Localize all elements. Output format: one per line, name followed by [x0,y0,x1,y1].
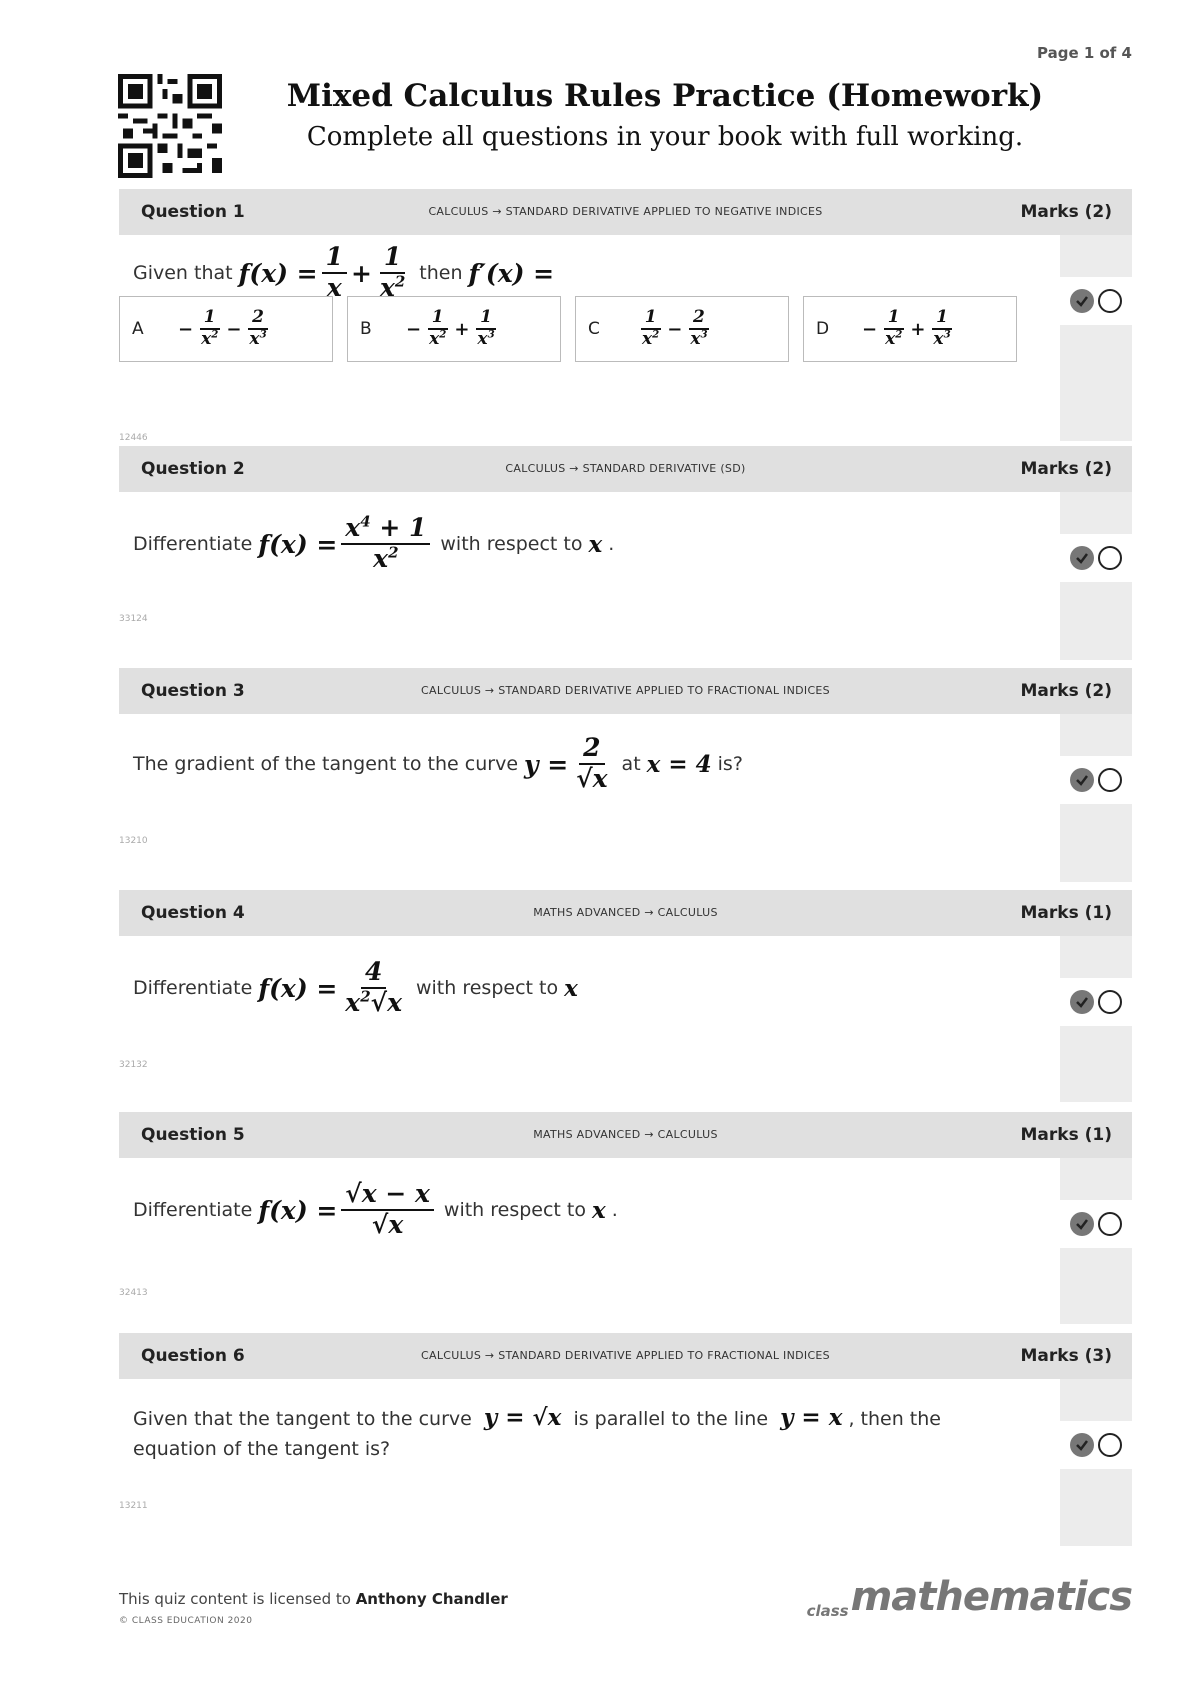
question-header [119,189,1132,235]
page-number: Page 1 of 4 [1037,44,1132,62]
math-expression: f(x) = $\frac{x^4 + 1}{x^2}$ [258,514,434,574]
question-header [119,668,1132,714]
math-expression: f(x) = $\frac{√x - x}{√x}$ [258,1180,438,1240]
question-header [119,1112,1132,1158]
marking-panel [1060,714,1132,882]
question-marks: Marks (2) [1020,202,1112,222]
question-label: Question 1 [141,202,245,222]
option-d[interactable]: D − $\frac{1}{x^2}$ + $\frac{1}{x^3}$ [803,296,1017,362]
question-topic: CALCULUS → STANDARD DERIVATIVE APPLIED TO FRACTIONAL INDICES [421,684,830,697]
math-expression: f(x) = $\frac{1}{x}$ + $\frac{1}{x^2}$ [238,242,406,302]
licensee-name: Anthony Chandler [355,1590,508,1608]
check-icon[interactable] [1070,1433,1094,1457]
math-expression: y = √x [483,1404,562,1431]
answer-options [119,296,1031,364]
option-a[interactable]: A − $\frac{1}{x^2}$ − $\frac{2}{x^3}$ [119,296,333,362]
check-icon[interactable] [1070,990,1094,1014]
check-icon[interactable] [1070,289,1094,313]
question-header [119,890,1132,936]
question-id: 32132 [119,1060,148,1070]
question-topic: CALCULUS → STANDARD DERIVATIVE (SD) [505,462,746,475]
marking-panel [1060,235,1132,441]
copyright: © CLASS EDUCATION 2020 [119,1616,253,1626]
question-stem: Differentiate f(x) = $\frac{x^4 + 1}{x^2}$ with respect to x . [133,512,615,573]
question-id: 12446 [119,433,148,443]
option-c[interactable]: C $\frac{1}{x^2}$ − $\frac{2}{x^3}$ [575,296,789,362]
question-stem: Differentiate f(x) = $\frac{√x - x}{√x}$ with respect to x . [133,1179,618,1239]
question-5 [119,1112,1132,1324]
question-header [119,446,1132,492]
check-icon[interactable] [1070,546,1094,570]
check-icon[interactable] [1070,768,1094,792]
question-stem: Given that f(x) = $\frac{1}{x}$ + $\frac{1}{x^2}$ then f′(x) = [133,242,555,302]
unmarked-circle-icon[interactable] [1098,768,1122,792]
license-notice: This quiz content is licensed to Anthony Chandler [119,1590,508,1608]
math-expression: f′(x) = [468,258,555,288]
unmarked-circle-icon[interactable] [1098,1212,1122,1236]
question-marks: Marks (1) [1020,903,1112,923]
question-topic: MATHS ADVANCED → CALCULUS [533,906,718,919]
question-topic: CALCULUS → STANDARD DERIVATIVE APPLIED TO NEGATIVE INDICES [428,205,823,218]
question-topic: MATHS ADVANCED → CALCULUS [533,1128,718,1141]
unmarked-circle-icon[interactable] [1098,1433,1122,1457]
check-icon[interactable] [1070,1212,1094,1236]
unmarked-circle-icon[interactable] [1098,990,1122,1014]
question-topic: CALCULUS → STANDARD DERIVATIVE APPLIED TO FRACTIONAL INDICES [421,1349,830,1362]
unmarked-circle-icon[interactable] [1098,546,1122,570]
question-marks: Marks (2) [1020,459,1112,479]
question-id: 32413 [119,1288,148,1298]
question-id: 13211 [119,1501,148,1511]
marking-panel [1060,1379,1132,1546]
question-label: Question 2 [141,459,245,479]
question-id: 33124 [119,614,148,624]
math-expression: y = x [780,1404,843,1431]
question-stem: The gradient of the tangent to the curve y = $\frac{2}{√x}$ at x = 4 is? [133,733,743,793]
question-4 [119,890,1132,1102]
question-label: Question 4 [141,903,245,923]
class-mathematics-logo: class mathematics [806,1574,1132,1620]
question-label: Question 3 [141,681,245,701]
marking-panel [1060,492,1132,660]
question-marks: Marks (3) [1020,1346,1112,1366]
marking-panel [1060,1158,1132,1324]
question-6 [119,1333,1132,1546]
unmarked-circle-icon[interactable] [1098,289,1122,313]
question-stem: Differentiate f(x) = $\frac{4}{x^2√x}$ with respect to x [133,957,578,1017]
question-label: Question 5 [141,1125,245,1145]
option-b[interactable]: B − $\frac{1}{x^2}$ + $\frac{1}{x^3}$ [347,296,561,362]
question-stem: Given that the tangent to the curve y = √x is parallel to the line y = x , then the equation of the tangent is? [133,1404,941,1460]
question-id: 13210 [119,836,148,846]
question-1 [119,189,1132,441]
page-subtitle: Complete all questions in your book with full working. [306,122,1024,152]
question-label: Question 6 [141,1346,245,1366]
marking-panel [1060,936,1132,1102]
question-header [119,1333,1132,1379]
question-marks: Marks (1) [1020,1125,1112,1145]
math-expression: y = $\frac{2}{√x}$ [524,733,608,793]
question-marks: Marks (2) [1020,681,1112,701]
page-title: Mixed Calculus Rules Practice (Homework) [286,78,1044,114]
question-2 [119,446,1132,660]
math-expression: f(x) = $\frac{4}{x^2√x}$ [258,957,402,1017]
question-3 [119,668,1132,882]
qr-code-icon [118,74,222,178]
